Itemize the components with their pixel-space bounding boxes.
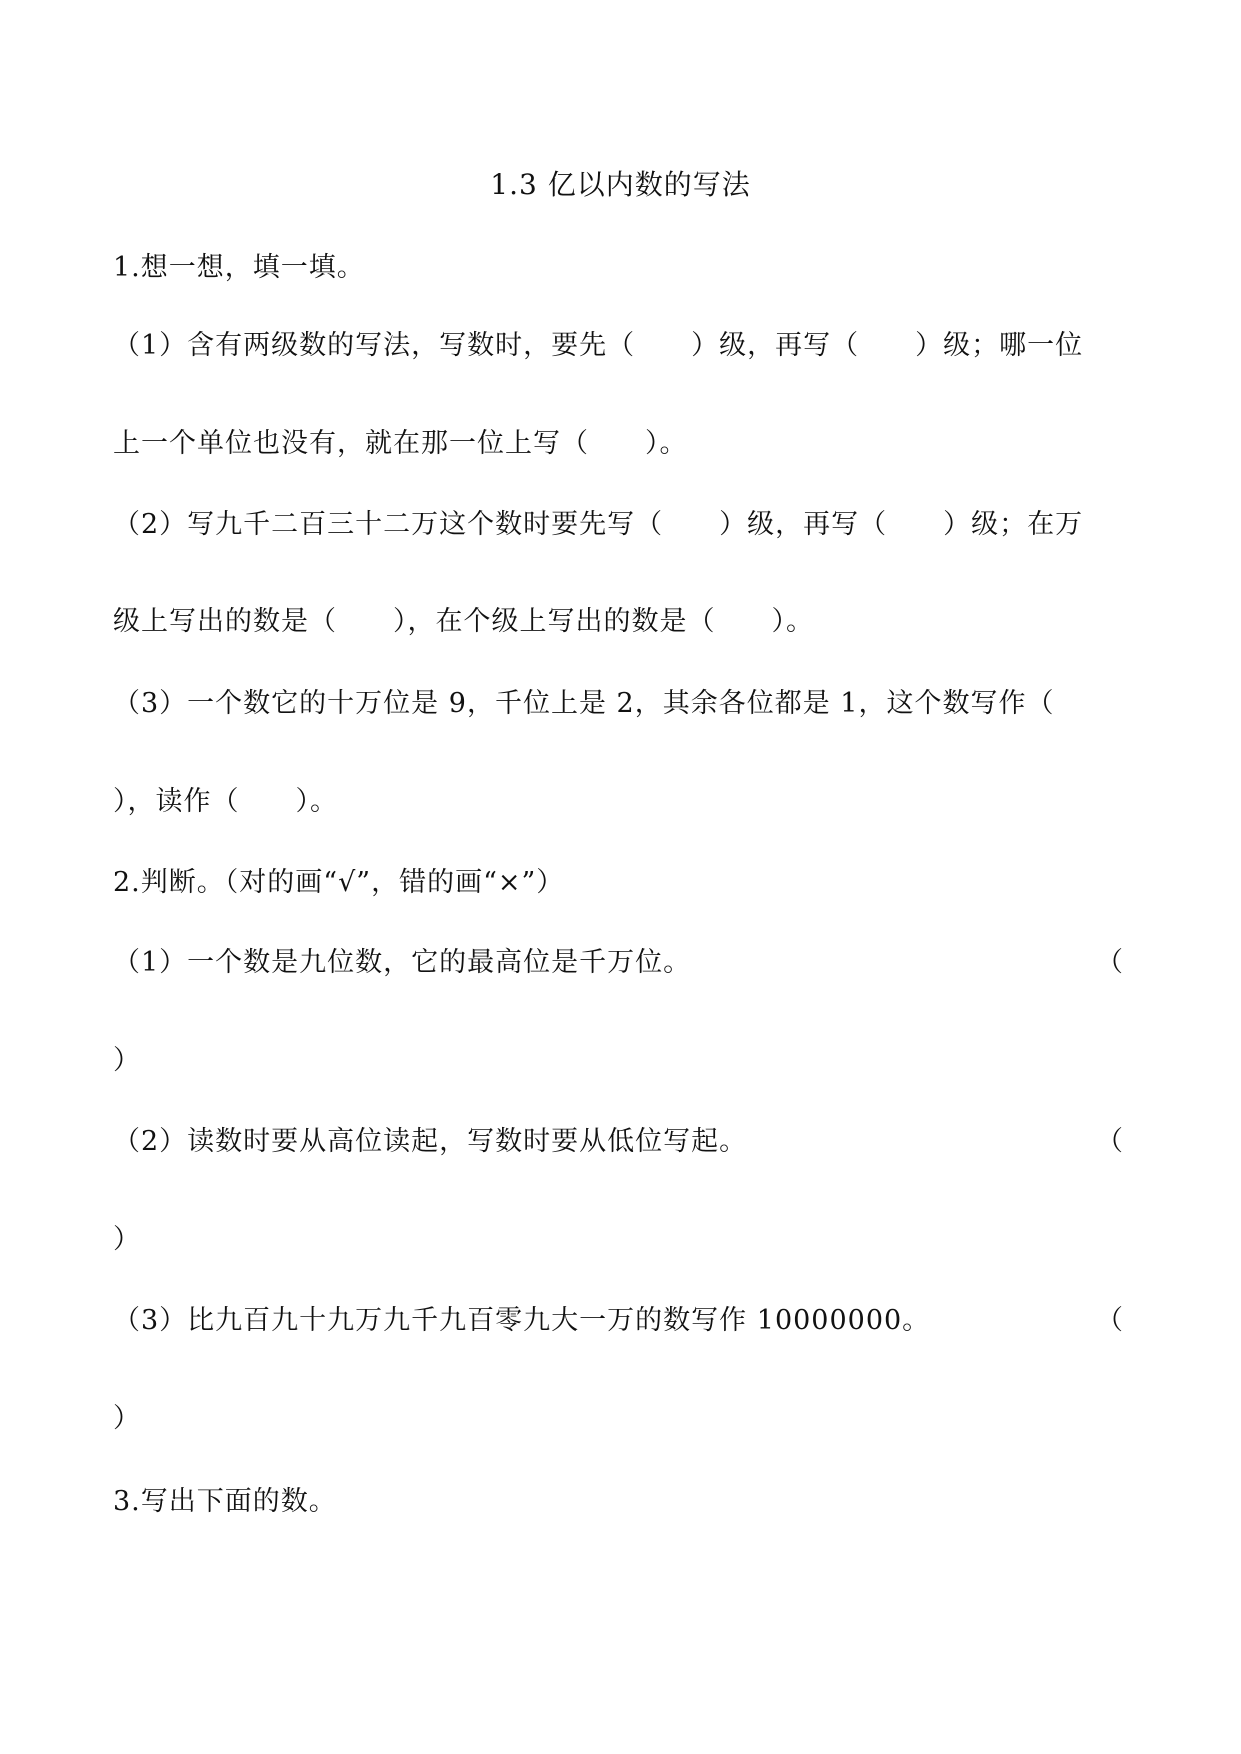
section3-heading: 3.写出下面的数。 bbox=[113, 1486, 337, 1517]
q2-line1: （2）写九千二百三十二万这个数时要先写（ ）级，再写（ ）级；在万 bbox=[113, 509, 1084, 540]
judge-item-1: （1）一个数是九位数，它的最高位是千万位。 bbox=[113, 947, 692, 978]
q1-line2: 上一个单位也没有，就在那一位上写（ ）。 bbox=[113, 428, 688, 459]
judge-answer-close-1: ） bbox=[113, 1045, 141, 1076]
q2-line2: 级上写出的数是（ ），在个级上写出的数是（ ）。 bbox=[113, 606, 814, 637]
q1-line1: （1）含有两级数的写法，写数时，要先（ ）级，再写（ ）级；哪一位 bbox=[113, 330, 1084, 361]
q3-line1: （3）一个数它的十万位是 9，千位上是 2，其余各位都是 1，这个数写作（ bbox=[113, 688, 1055, 719]
judge-answer-open-3[interactable]: （ bbox=[1096, 1305, 1123, 1336]
judge-answer-open-2[interactable]: （ bbox=[1096, 1126, 1123, 1157]
judge-answer-open-1[interactable]: （ bbox=[1096, 947, 1123, 978]
section2-heading: 2.判断。（对的画“√”，错的画“×”） bbox=[113, 867, 565, 898]
q3-line2: ），读作（ ）。 bbox=[113, 786, 338, 817]
judge-answer-close-2: ） bbox=[113, 1224, 141, 1255]
judge-item-3: （3）比九百九十九万九千九百零九大一万的数写作 10000000。 bbox=[113, 1305, 931, 1336]
section1-heading: 1.想一想，填一填。 bbox=[113, 252, 365, 283]
judge-answer-close-3: ） bbox=[113, 1403, 141, 1434]
page-title: 1.3 亿以内数的写法 bbox=[490, 168, 751, 201]
judge-item-2: （2）读数时要从高位读起，写数时要从低位写起。 bbox=[113, 1126, 748, 1157]
